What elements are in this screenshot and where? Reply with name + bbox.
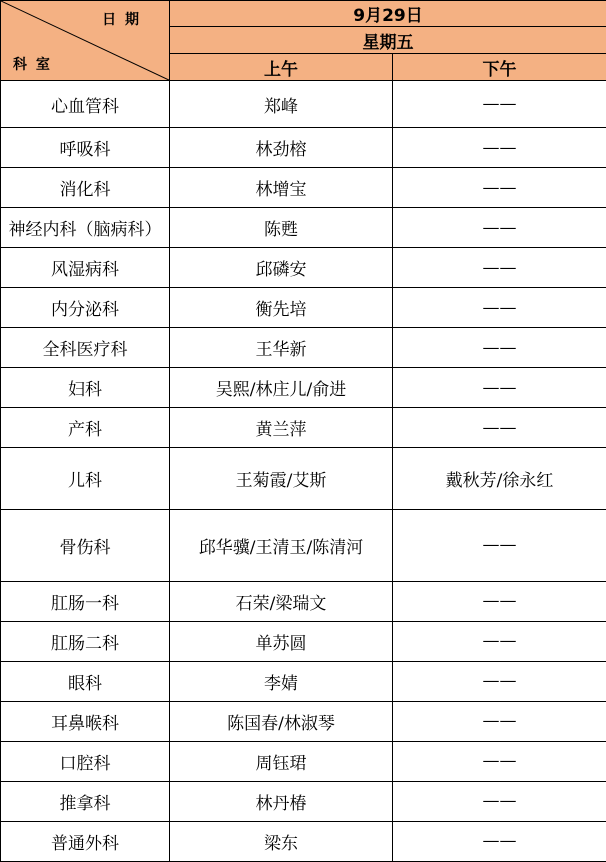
table-row (1, 168, 606, 208)
dept-cell: 内分泌科 (1, 288, 170, 328)
table-row (1, 208, 606, 248)
table-row (1, 581, 606, 621)
am-doctor-cell: 李婧 (170, 661, 393, 701)
dept-cell: 风湿病科 (1, 248, 170, 288)
table-row (1, 328, 606, 368)
am-doctor-cell: 郑峰 (170, 81, 393, 128)
dept-cell: 肛肠二科 (1, 621, 170, 661)
pm-doctor-cell: —— (393, 781, 606, 821)
dept-cell: 儿科 (1, 448, 170, 510)
am-doctor-cell: 邱华骥/王清玉/陈清河 (170, 510, 393, 581)
pm-doctor-cell: —— (393, 128, 606, 168)
dept-cell: 口腔科 (1, 741, 170, 781)
dept-cell: 消化科 (1, 168, 170, 208)
table-row (1, 701, 606, 741)
am-doctor-cell: 王菊霞/艾斯 (170, 448, 393, 510)
pm-doctor-cell: —— (393, 328, 606, 368)
am-doctor-cell: 林劲榕 (170, 128, 393, 168)
pm-doctor-cell: —— (393, 510, 606, 581)
am-doctor-cell: 单苏圆 (170, 621, 393, 661)
corner-dept-label: 科 室 (13, 57, 52, 74)
table-row (1, 448, 606, 510)
pm-doctor-cell: —— (393, 208, 606, 248)
am-doctor-cell: 陈甦 (170, 208, 393, 248)
table-row (1, 821, 606, 861)
pm-doctor-cell: —— (393, 661, 606, 701)
dept-cell: 推拿科 (1, 781, 170, 821)
dept-cell: 妇科 (1, 368, 170, 408)
am-doctor-cell: 邱磷安 (170, 248, 393, 288)
header-weekday: 星期五 (170, 27, 606, 54)
table-row (1, 781, 606, 821)
header-corner-cell (1, 1, 170, 81)
am-doctor-cell: 王华新 (170, 328, 393, 368)
am-doctor-cell: 周钰珺 (170, 741, 393, 781)
table-row (1, 81, 606, 128)
pm-doctor-cell: —— (393, 408, 606, 448)
table-row (1, 510, 606, 581)
dept-cell: 肛肠一科 (1, 581, 170, 621)
corner-date-label: 日 期 (102, 12, 141, 28)
am-doctor-cell: 林增宝 (170, 168, 393, 208)
pm-doctor-cell: 戴秋芳/徐永红 (393, 448, 606, 510)
dept-cell: 呼吸科 (1, 128, 170, 168)
header-pm: 下午 (393, 54, 606, 81)
header-am: 上午 (170, 54, 393, 81)
table-row (1, 661, 606, 701)
am-doctor-cell: 陈国春/林淑琴 (170, 701, 393, 741)
pm-doctor-cell: —— (393, 168, 606, 208)
dept-cell: 全科医疗科 (1, 328, 170, 368)
pm-doctor-cell: —— (393, 741, 606, 781)
pm-doctor-cell: —— (393, 288, 606, 328)
am-doctor-cell: 林丹椿 (170, 781, 393, 821)
table-row (1, 408, 606, 448)
table-row (1, 248, 606, 288)
am-doctor-cell: 衡先培 (170, 288, 393, 328)
pm-doctor-cell: —— (393, 581, 606, 621)
pm-doctor-cell: —— (393, 821, 606, 861)
table-row (1, 621, 606, 661)
dept-cell: 产科 (1, 408, 170, 448)
pm-doctor-cell: —— (393, 248, 606, 288)
dept-cell: 神经内科（脑病科） (1, 208, 170, 248)
pm-doctor-cell: —— (393, 368, 606, 408)
dept-cell: 心血管科 (1, 81, 170, 128)
dept-cell: 眼科 (1, 661, 170, 701)
table-row (1, 288, 606, 328)
table-row (1, 128, 606, 168)
am-doctor-cell: 黄兰萍 (170, 408, 393, 448)
pm-doctor-cell: —— (393, 701, 606, 741)
pm-doctor-cell: —— (393, 81, 606, 128)
dept-cell: 骨伤科 (1, 510, 170, 581)
dept-cell: 普通外科 (1, 821, 170, 861)
am-doctor-cell: 吴熙/林庄儿/俞进 (170, 368, 393, 408)
dept-cell: 耳鼻喉科 (1, 701, 170, 741)
table-row (1, 368, 606, 408)
table-row (1, 741, 606, 781)
am-doctor-cell: 梁东 (170, 821, 393, 861)
pm-doctor-cell: —— (393, 621, 606, 661)
am-doctor-cell: 石荣/梁瑞文 (170, 581, 393, 621)
header-date: 9月29日 (170, 1, 606, 27)
